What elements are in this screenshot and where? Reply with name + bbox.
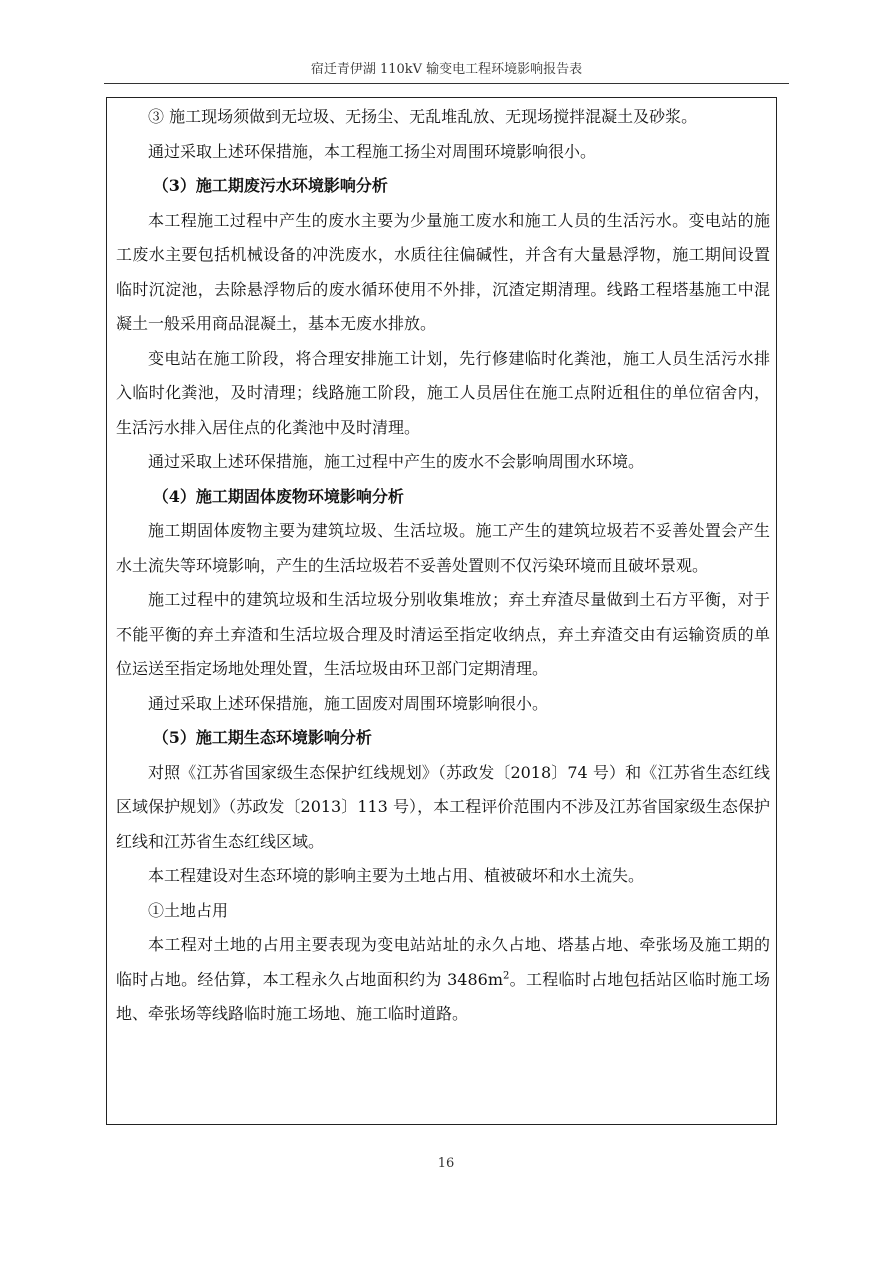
paragraph-wastewater-conclusion: 通过采取上述环保措施，施工过程中产生的废水不会影响周围水环境。 — [148, 452, 645, 471]
paragraph-wastewater-sources: 本工程施工过程中产生的废水主要为少量施工废水和施工人员的生活污水。变电站的施工废水主要包括机械设备的冲洗废水，水质往往偏碱性，并含有大量悬浮物，施工期间设置临时沉淀池，去除悬浮物后的废水循环使用不外排，沉渣定期清理。线路工程塔基施工中混凝土一般采用商品混凝土，基本无废水排放。 — [116, 210, 770, 333]
paragraph-solid-waste-conclusion: 通过采取上述环保措施，施工固废对周围环境影响很小。 — [148, 693, 549, 713]
land-occupation-text-b: 。工程临时占地包括站区临时施工场地、牵张场等线路临时施工场地、施工临时道路。 — [116, 969, 770, 1023]
land-occupation-text-a: 本工程对土地的占用主要表现为变电站站址的永久占地、塔基占地、牵张场及施工期的临时占地。经估算，本工程永久占地面积约为 3486m — [116, 935, 770, 989]
document-body — [116, 100, 770, 1032]
paragraph-domestic-sewage: 变电站在施工阶段，将合理安排施工计划，先行修建临时化粪池，施工人员生活污水排入临时化粪池，及时清理；线路施工阶段，施工人员居住在施工点附近租住的单位宿舍内，生活污水排入居住点的化粪池中及时清理。 — [116, 348, 770, 437]
paragraph-construction-site-requirement: ③ 施工现场须做到无垃圾、无扬尘、无乱堆乱放、无现场搅拌混凝土及砂浆。 — [148, 107, 698, 126]
paragraph-solid-waste-types: 施工期固体废物主要为建筑垃圾、生活垃圾。施工产生的建筑垃圾若不妥善处置会产生水土流失等环境影响，产生的生活垃圾若不妥善处置则不仅污染环境而且破坏景观。 — [116, 521, 770, 575]
paragraph-ecological-redline: 对照《江苏省国家级生态保护红线规划》（苏政发〔2018〕74 号）和《江苏省生态红线区域保护规划》（苏政发〔2013〕113 号），本工程评价范围内不涉及江苏省国家级生态保护红线和江苏省生态红线区域。 — [116, 762, 770, 851]
paragraph-solid-waste-handling: 施工过程中的建筑垃圾和生活垃圾分别收集堆放；弃土弃渣尽量做到土石方平衡，对于不能平衡的弃土弃渣和生活垃圾合理及时清运至指定收纳点，弃土弃渣交由有运输资质的单位运送至指定场地处理处置，生活垃圾由环卫部门定期清理。 — [116, 590, 770, 678]
page-number: 16 — [437, 1156, 455, 1171]
section-heading-wastewater: （3）施工期废污水环境影响分析 — [152, 176, 388, 195]
paragraph-ecological-impacts: 本工程建设对生态环境的影响主要为土地占用、植被破坏和水土流失。 — [148, 866, 645, 885]
header-divider — [104, 83, 789, 84]
section-heading-ecology: （5）施工期生态环境影响分析 — [152, 728, 372, 747]
area-unit-superscript: 2 — [503, 970, 510, 982]
paragraph-land-occupation — [116, 928, 770, 1032]
page-header: 宿迁青伊湖 110kV 输变电工程环境影响报告表 — [310, 62, 583, 77]
paragraph-dust-conclusion: 通过采取上述环保措施，本工程施工扬尘对周围环境影响很小。 — [148, 141, 597, 161]
subheading-land-occupation: ①土地占用 — [148, 900, 229, 920]
section-heading-solid-waste: （4）施工期固体废物环境影响分析 — [152, 486, 404, 506]
